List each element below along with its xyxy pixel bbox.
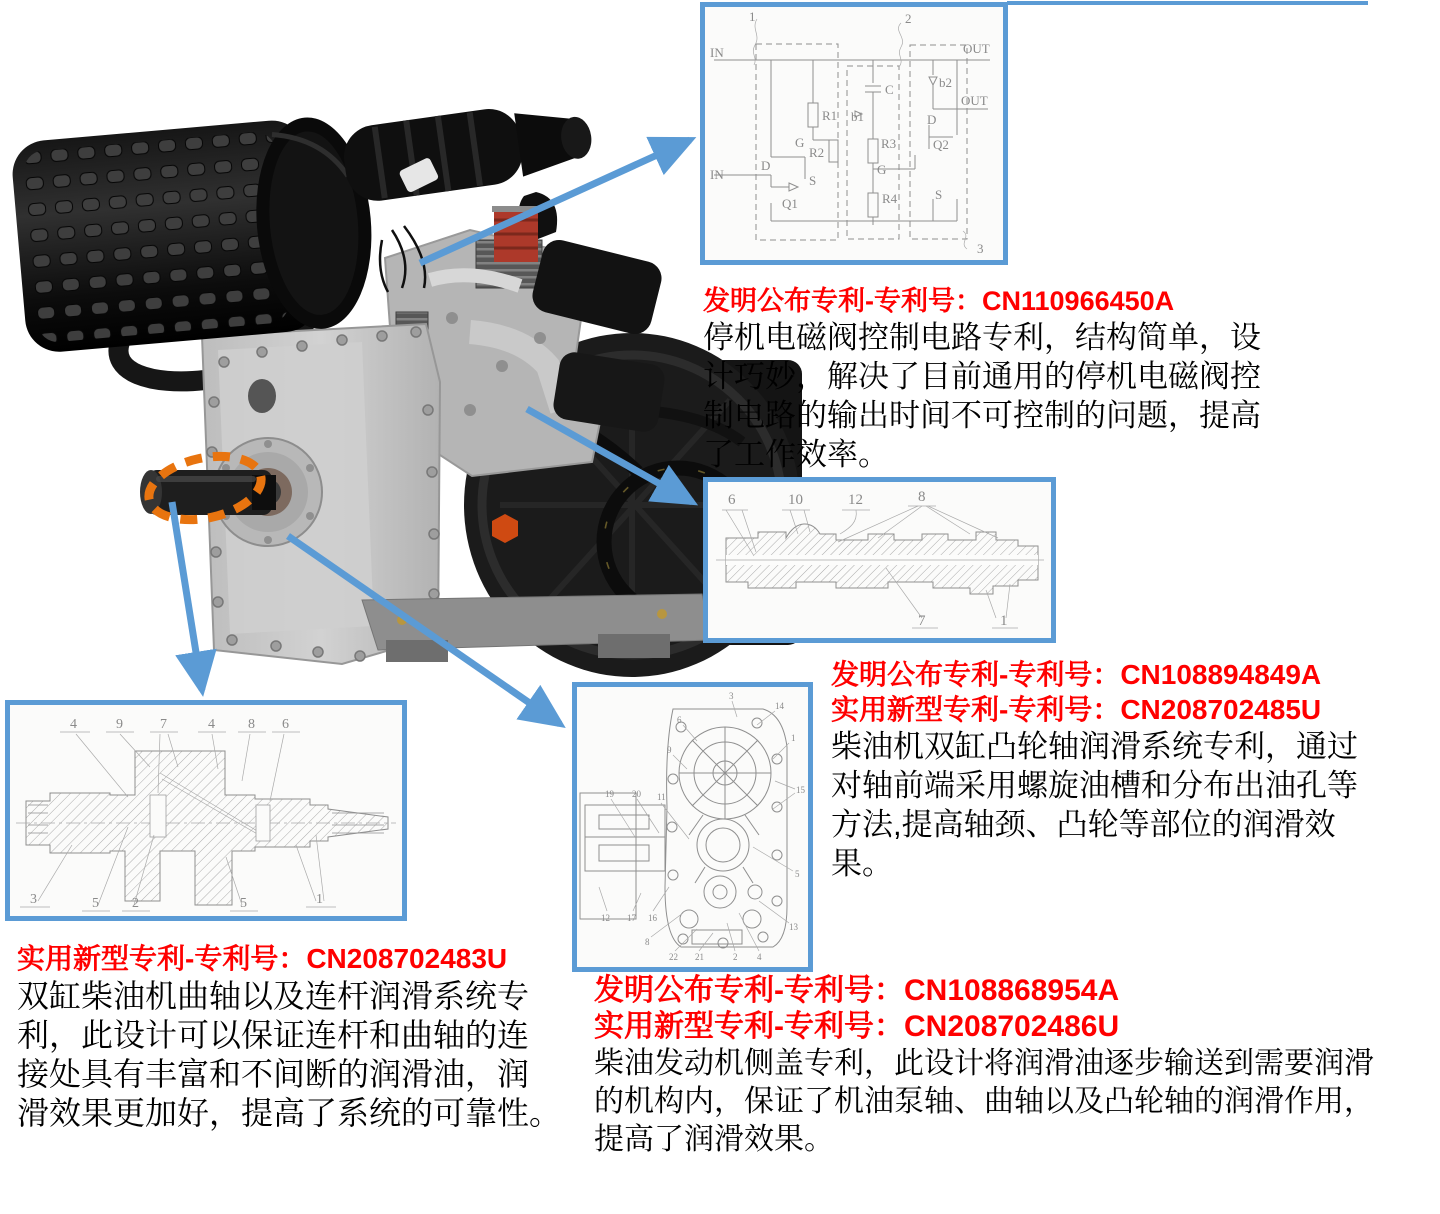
patent-block-side-cover [594,973,1440,1159]
output-shaft [140,470,276,515]
sidecover-label: 6 [677,715,682,725]
sidecover-label: 8 [645,937,650,947]
crankshaft-diagram-box [5,700,407,921]
patent-line: 的机构内，保证了机油泵轴、曲轴以及凸轮轴的润滑作用， [594,1085,1374,1118]
crankshaft-label: 2 [132,896,139,911]
patent-line: 利，此设计可以保证连杆和曲轴的连 [17,1017,530,1053]
sidecover-label: 17 [627,913,636,923]
circuit-callout-2: 2 [905,11,912,26]
circuit-label-q2: Q2 [933,137,949,152]
circuit-callout-1: 1 [749,9,756,24]
crankshaft-label: 6 [282,717,289,732]
crankshaft-label: 4 [70,717,77,732]
patent-block-crankshaft-lube [17,940,597,1133]
sidecover-label: 12 [601,913,610,923]
patent-heading: 实用新型专利-专利号：CN208702485U [831,694,1322,725]
patent-line: 双缸柴油机曲轴以及连杆润滑系统专 [17,978,530,1014]
circuit-diagram [705,7,1003,260]
sidecover-label: 21 [695,952,704,962]
sidecover-label: 4 [757,952,762,962]
sidecover-label: 22 [669,952,678,962]
circuit-label-g-mid: G [877,162,887,177]
muffler [10,113,380,355]
circuit-label-b2: b2 [939,75,952,90]
patent-line: 提高了润滑效果。 [594,1123,834,1156]
patent-line: 停机电磁阀控制电路专利，结构简单，设 [703,320,1261,355]
sidecover-label: 11 [657,792,666,802]
circuit-label-r2: R2 [809,145,825,160]
patent-line: 接处具有丰富和不间断的润滑油，润 [17,1056,530,1092]
crankshaft-label: 8 [248,717,255,732]
circuit-callout-3: 3 [977,241,984,256]
circuit-label-r3: R3 [881,136,897,151]
patent-description [594,1045,1440,1159]
crankshaft-label: 5 [240,896,247,911]
circuit-diagram-box [700,2,1008,265]
intake-red-pipe [492,206,540,262]
patent-line: 计巧妙，解决了目前通用的停机电磁阀控 [703,359,1261,394]
engine-photo [0,80,820,680]
circuit-label-r4: R4 [882,191,898,206]
crankshaft-label: 7 [160,717,167,732]
camshaft-label: 1 [1000,613,1008,629]
patent-line: 制电路的输出时间不可控制的问题，提高 [703,398,1261,433]
exhaust-pipe-2 [118,342,205,381]
sidecover-label: 15 [796,785,805,795]
sidecover-label: 5 [795,869,800,879]
crankshaft-label: 3 [30,892,37,907]
circuit-label-c: C [885,82,894,97]
patent-heading: 实用新型专利-专利号：CN208702486U [594,1010,1120,1043]
crankshaft-diagram [10,705,402,916]
air-filter [340,95,596,205]
crankshaft-label: 9 [116,717,123,732]
patent-line: 柴油发动机侧盖专利，此设计将润滑油逐步输送到需要润滑 [594,1047,1374,1080]
circuit-label-g-left: G [795,135,805,150]
patent-heading: 发明公布专利-专利号：CN108868954A [594,974,1120,1007]
patent-block-camshaft-lube [831,657,1431,883]
patent-line: 了工作效率。 [703,437,889,472]
camshaft-label: 8 [918,489,926,505]
circuit-label-d-left: D [761,158,771,173]
circuit-label-q1: Q1 [782,196,798,211]
sidecover-label: 2 [733,952,738,962]
patent-line: 对轴前端采用螺旋油槽和分布出油孔等 [831,768,1358,803]
circuit-label-b1: b1 [851,109,864,124]
camshaft-diagram [708,482,1051,638]
sidecover-label: 9 [667,745,672,755]
crankshaft-label: 1 [316,892,323,907]
patent-line: 柴油机双缸凸轮轴润滑系统专利，通过 [831,729,1358,764]
crankshaft-label: 4 [208,717,215,732]
patent-heading: 发明公布专利-专利号：CN108894849A [831,659,1322,690]
camshaft-label: 7 [918,613,926,629]
patent-line: 滑效果更加好，提高了系统的可靠性。 [17,1095,562,1131]
camshaft-label: 12 [848,492,863,508]
circuit-label-d-right: D [927,112,937,127]
sidecover-label: 19 [605,789,614,799]
camshaft-label: 10 [788,492,803,508]
sidecover-diagram-box [572,682,813,972]
patent-description [17,977,597,1133]
patent-description [703,318,1323,474]
circuit-label-in-top: IN [710,45,724,60]
sidecover-diagram [577,687,808,967]
sidecover-label: 13 [789,922,798,932]
circuit-label-s-left: S [809,173,817,188]
sidecover-label: 20 [632,789,641,799]
camshaft-diagram-box [703,477,1056,643]
circuit-label-out-mid: OUT [961,93,988,108]
circuit-label-in-mid: IN [710,167,724,182]
patent-line: 方法,提高轴颈、凸轮等部位的润滑效 [831,807,1336,842]
sidecover-label: 3 [729,691,734,701]
patent-heading: 实用新型专利-专利号：CN208702483U [17,943,508,974]
crankshaft-label: 5 [92,896,99,911]
circuit-label-r1: R1 [822,108,838,123]
patent-description [831,727,1431,883]
sidecover-label: 14 [775,701,784,711]
engine-base [362,594,712,662]
patent-heading: 发明公布专利-专利号：CN110966450A [703,286,1175,316]
camshaft-label: 6 [728,492,736,508]
patent-block-solenoid-circuit [703,284,1323,474]
sidecover-label: 1 [791,733,796,743]
sidecover-label: 16 [648,913,657,923]
circuit-label-s-right: S [935,187,943,202]
patent-line: 果。 [831,846,893,881]
circuit-label-out-top: OUT [963,41,990,56]
